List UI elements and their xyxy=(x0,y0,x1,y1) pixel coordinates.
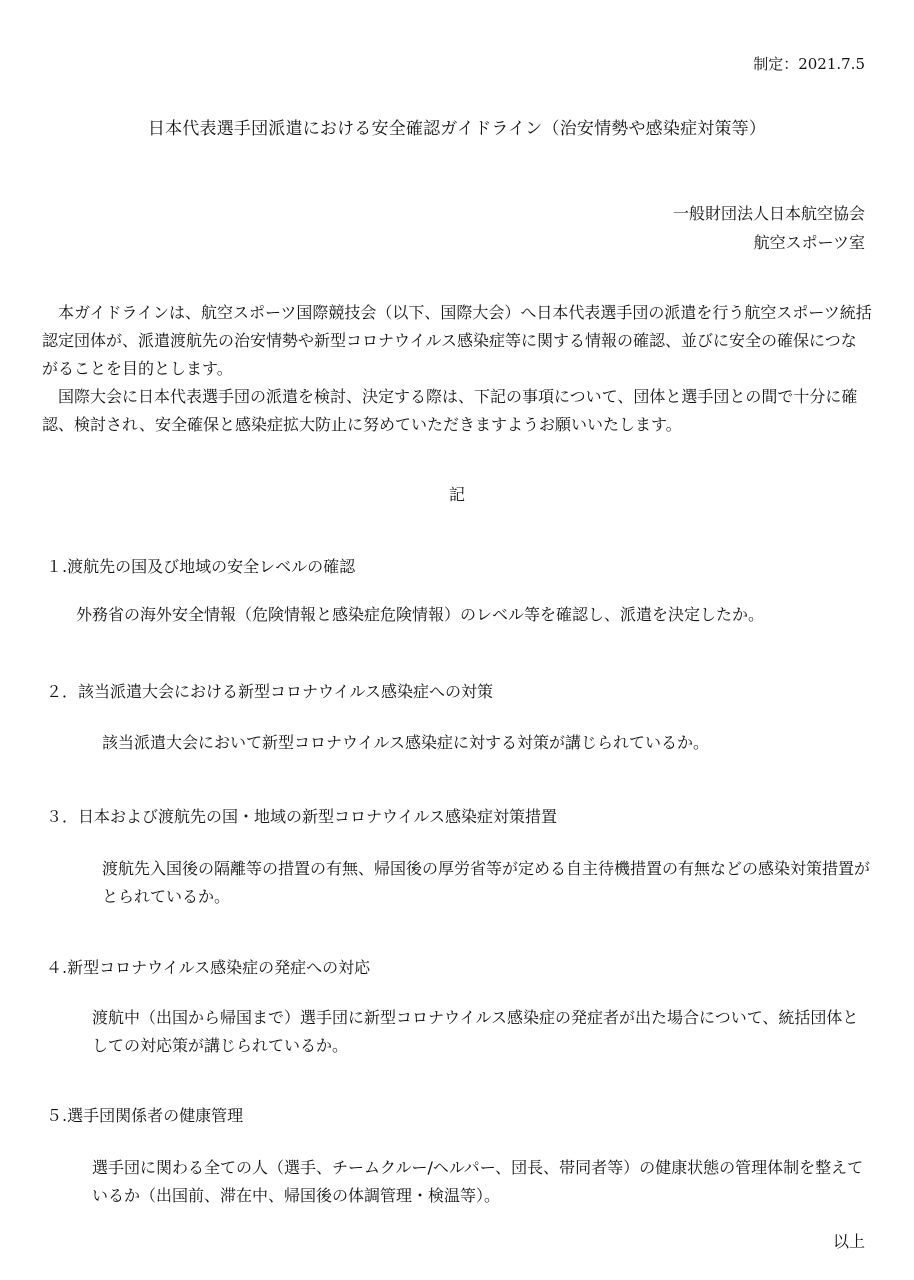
organization-name: 一般財団法人日本航空協会 xyxy=(672,204,865,223)
closing-mark: 以上 xyxy=(832,1232,865,1251)
section-3-body: 渡航先入国後の隔離等の措置の有無、帰国後の厚労省等が定める自主待機措置の有無などの感染対策措置がとられているか。 xyxy=(102,859,871,906)
section-2-heading: ２．該当派遣大会における新型コロナウイルス感染症への対策 xyxy=(46,682,494,701)
document-date: 制定：2021.7.5 xyxy=(753,55,865,73)
section-2-body: 該当派遣大会において新型コロナウイルス感染症に対する対策が講じられているか。 xyxy=(102,733,710,752)
organization-department: 航空スポーツ室 xyxy=(753,233,865,252)
ki-heading: 記 xyxy=(448,485,465,504)
section-4-heading: ４.新型コロナウイルス感染症の発症への対応 xyxy=(46,958,371,977)
section-1-heading: １.渡航先の国及び地域の安全レベルの確認 xyxy=(46,557,356,576)
section-3-heading: ３．日本および渡航先の国・地域の新型コロナウイルス感染症対策措置 xyxy=(46,807,558,826)
intro-section xyxy=(42,299,872,439)
intro-paragraph-1: 本ガイドラインは、航空スポーツ国際競技会（以下、国際大会）へ日本代表選手団の派遣を行う航空スポーツ統括認定団体が、派遣渡航先の治安情勢や新型コロナウイルス感染症等に関する情報の確認、並びに安全の確保につながることを目的とします。 xyxy=(42,303,872,378)
section-4-body: 渡航中（出国から帰国まで）選手団に新型コロナウイルス感染症の発症者が出た場合について、統括団体としての対応策が講じられているか。 xyxy=(92,1008,859,1055)
section-5-body: 選手団に関わる全ての人（選手、チームクルー/ヘルパー、団長、帯同者等）の健康状態の管理体制を整えているか（出国前、滞在中、帰国後の体調管理・検温等）。 xyxy=(92,1158,864,1205)
section-1-body: 外務省の海外安全情報（危険情報と感染症危険情報）のレベル等を確認し、派遣を決定したか。 xyxy=(76,605,765,624)
section-5-heading: ５.選手団関係者の健康管理 xyxy=(46,1106,244,1125)
intro-paragraph-2: 国際大会に日本代表選手団の派遣を検討、決定する際は、下記の事項について、団体と選手団との間で十分に確認、検討され、安全確保と感染症拡大防止に努めていただきますようお願いいたします。 xyxy=(42,387,858,434)
document-title: 日本代表選手団派遣における安全確認ガイドライン（治安情勢や感染症対策等） xyxy=(147,119,767,139)
